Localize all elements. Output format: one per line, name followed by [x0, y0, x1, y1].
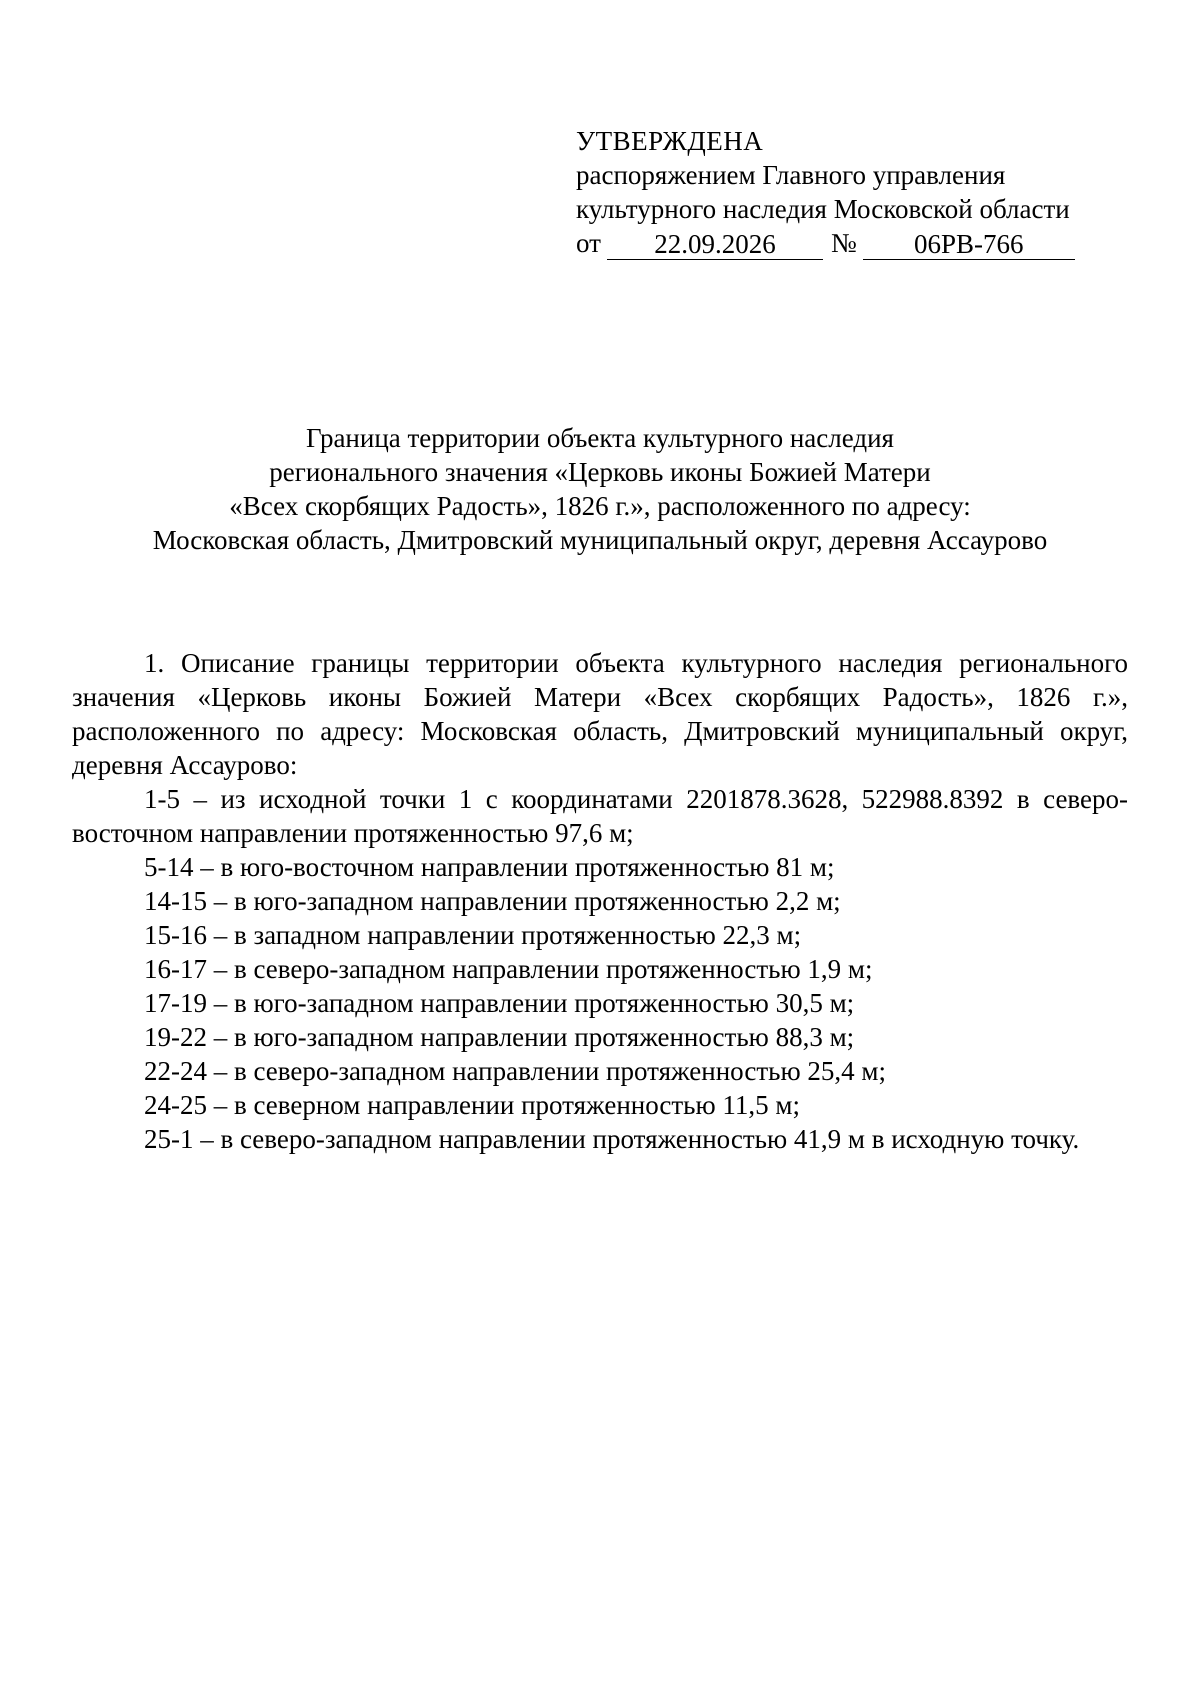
- list-item: 25-1 – в северо-западном направлении протяженностью 41,9 м в исходную точку.: [144, 1124, 1080, 1154]
- list-item: 19-22 – в юго-западном направлении протяженностью 88,3 м;: [144, 1022, 855, 1052]
- approval-stamp: [576, 124, 1116, 260]
- approval-line-2: культурного наследия Московской области: [576, 194, 1070, 224]
- list-item: 14-15 – в юго-западном направлении протяженностью 2,2 м;: [144, 886, 841, 916]
- number-sign: №: [830, 228, 857, 258]
- approval-date-line: [576, 226, 1116, 260]
- list-item: 16-17 – в северо-западном направлении протяженностью 1,9 м;: [144, 954, 873, 984]
- intro-paragraph: 1. Описание границы территории объекта культурного наследия регионального значения «Церковь иконы Божией Матери «Всех скорбящих Радость», 1826 г.», расположенного по адресу: Московская область, Дмитровский муниципальный округ, деревня Ассаурово:: [72, 648, 1128, 780]
- title-line-4: Московская область, Дмитровский муниципальный округ, деревня Ассаурово: [152, 525, 1048, 555]
- list-item: 1-5 – из исходной точки 1 с координатами 2201878.3628, 522988.8392 в северо-восточном направлении протяженностью 97,6 м;: [72, 784, 1128, 848]
- list-item: 24-25 – в северном направлении протяженностью 11,5 м;: [144, 1090, 801, 1120]
- approval-date: 22.09.2026: [607, 229, 823, 260]
- title-line-1: Граница территории объекта культурного наследия: [306, 423, 894, 453]
- from-label: от: [576, 228, 601, 258]
- approval-line-1: распоряжением Главного управления: [576, 160, 1006, 190]
- approval-number: 06РВ-766: [863, 229, 1075, 260]
- segment-list: [72, 782, 1128, 1156]
- document-title: [60, 421, 1140, 557]
- list-item: 17-19 – в юго-западном направлении протяженностью 30,5 м;: [144, 988, 855, 1018]
- title-line-3: «Всех скорбящих Радость», 1826 г.», расположенного по адресу:: [229, 491, 971, 521]
- approval-heading: УТВЕРЖДЕНА: [576, 126, 764, 156]
- list-item: 5-14 – в юго-восточном направлении протяженностью 81 м;: [144, 852, 835, 882]
- list-item: 22-24 – в северо-западном направлении протяженностью 25,4 м;: [144, 1056, 886, 1086]
- list-item: 15-16 – в западном направлении протяженностью 22,3 м;: [144, 920, 802, 950]
- boundary-description: [72, 646, 1128, 1156]
- title-line-2: регионального значения «Церковь иконы Божией Матери: [269, 457, 931, 487]
